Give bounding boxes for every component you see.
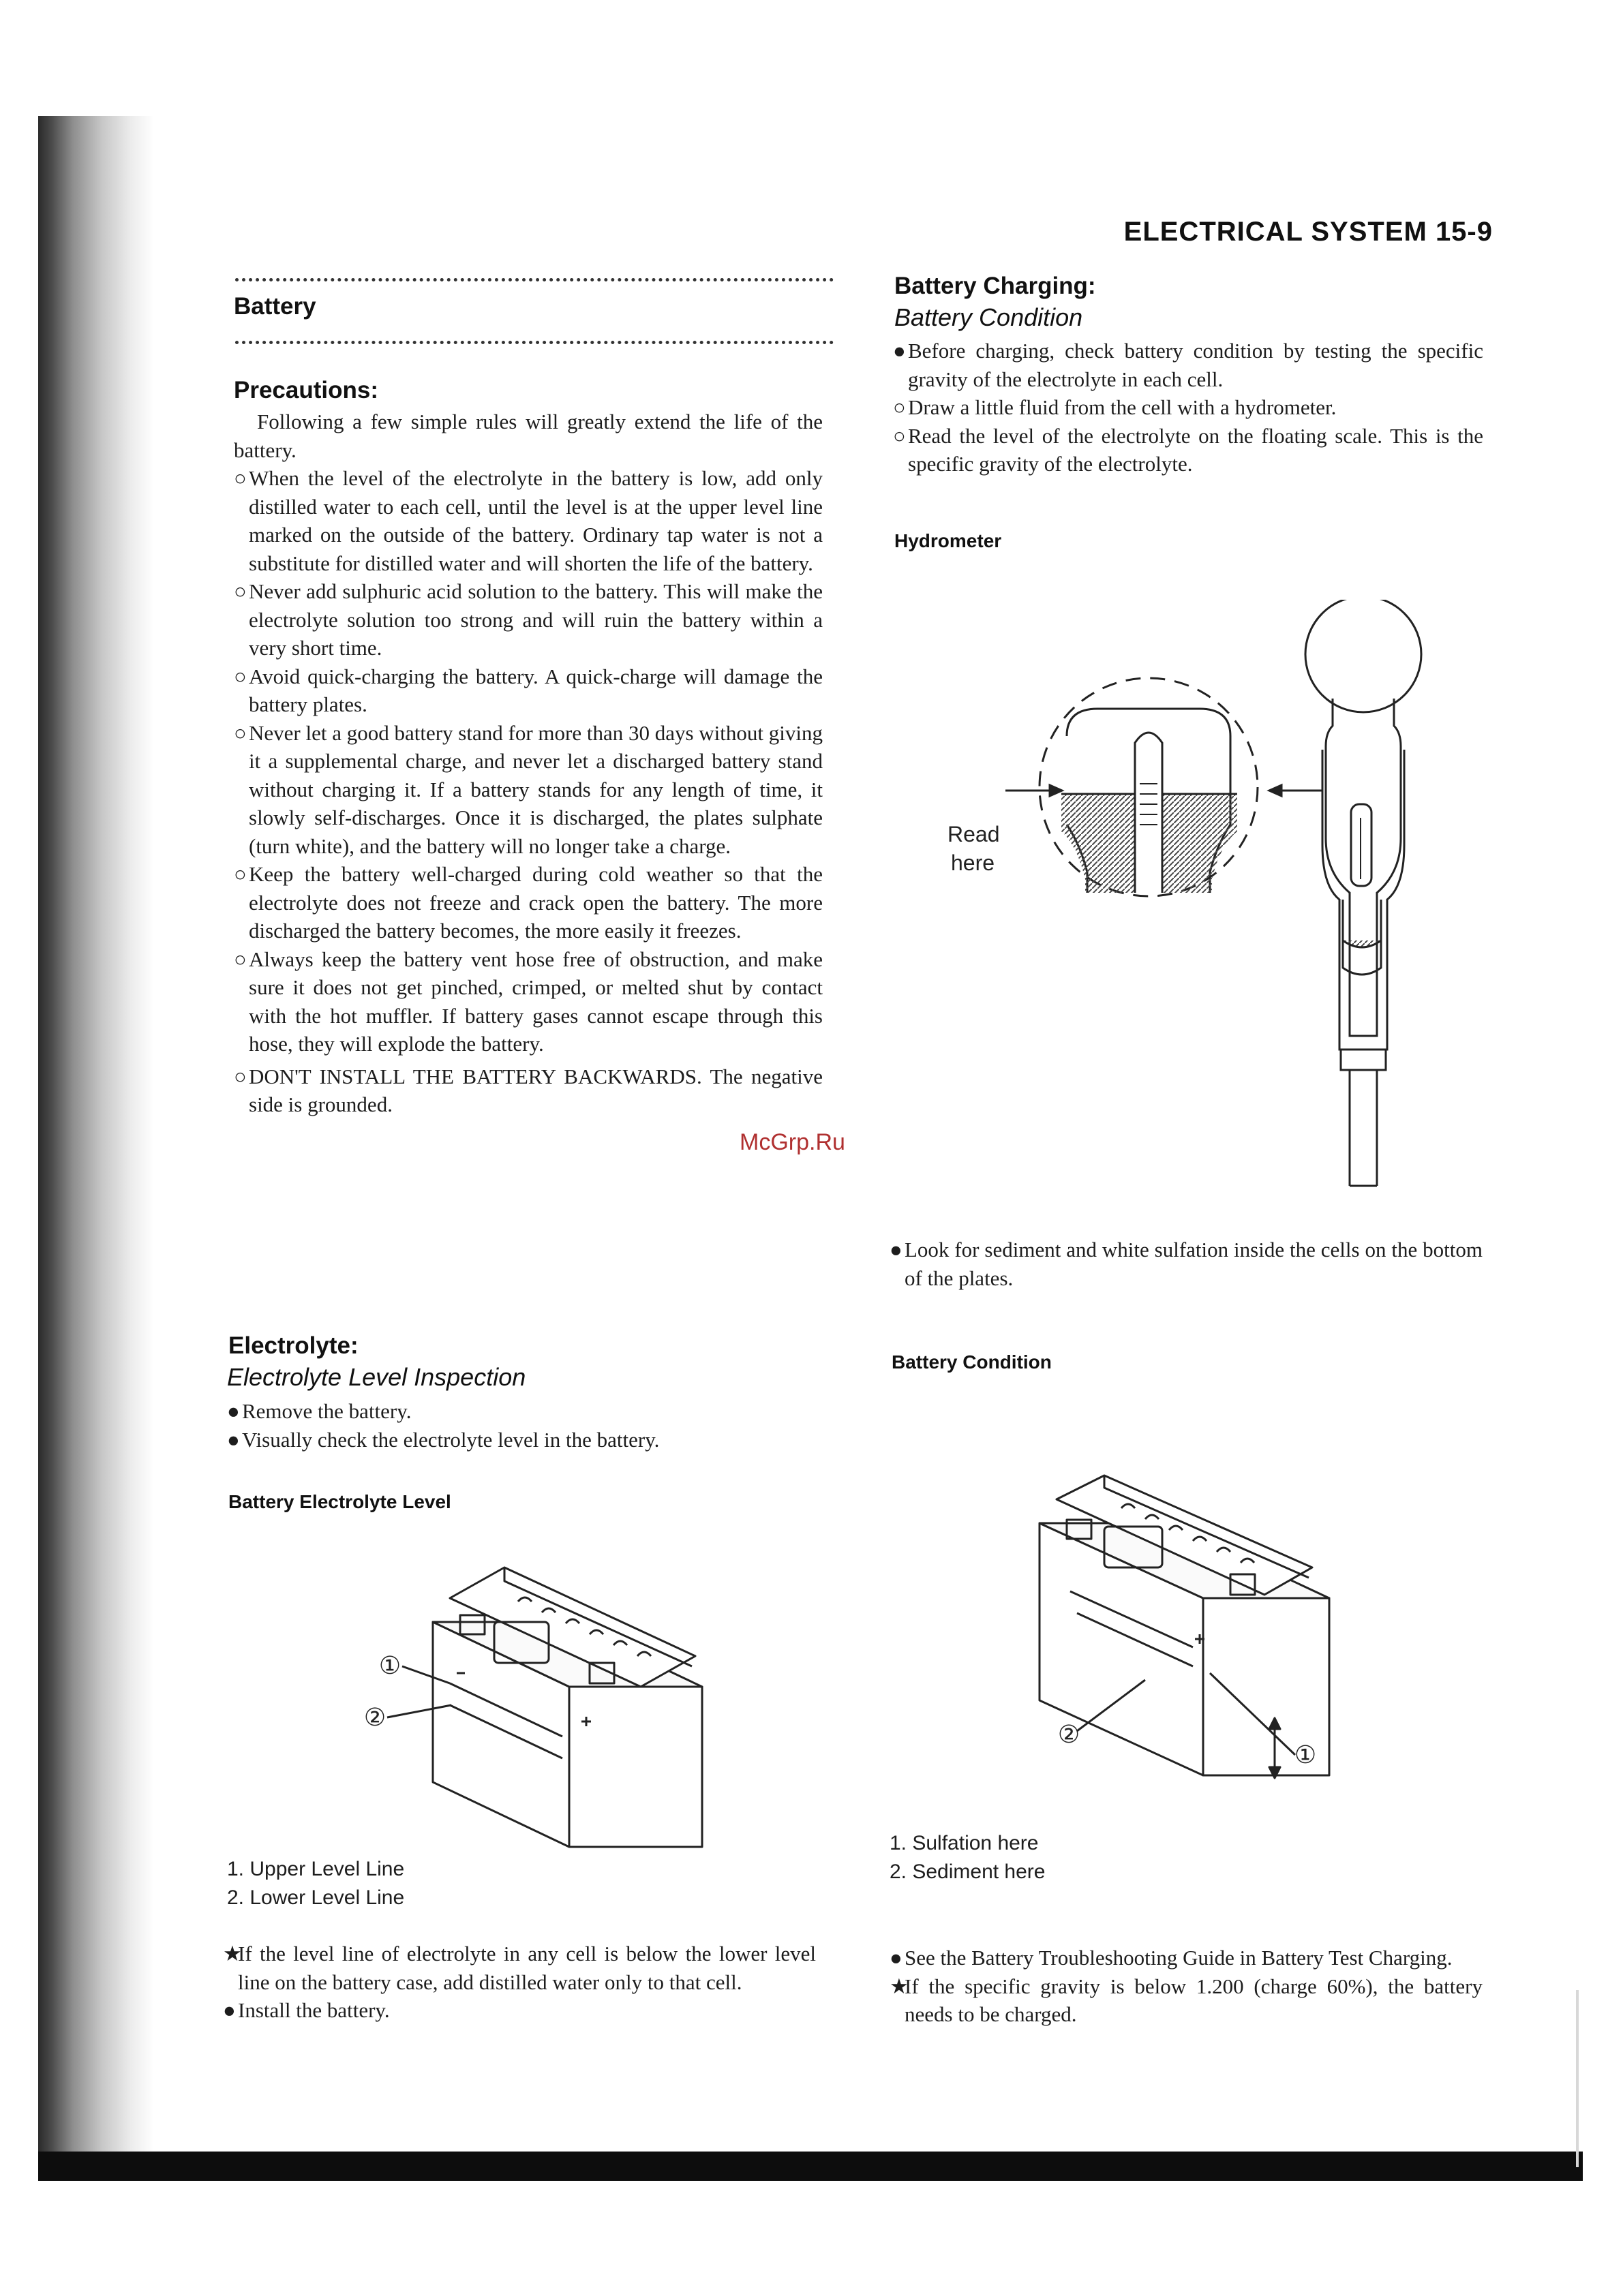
callout-2: ②	[363, 1703, 386, 1731]
step-item: ● Install the battery.	[223, 1996, 816, 2025]
charging-notes	[890, 1944, 1483, 2029]
section-rule-top	[235, 278, 834, 281]
charging-subheading: Battery Condition	[894, 303, 1083, 331]
electrolyte-steps	[227, 1397, 820, 1454]
step-item: ● Remove the battery.	[227, 1397, 820, 1426]
open-bullet: ○	[234, 1064, 247, 1088]
step-item: ● See the Battery Troubleshooting Guide in Battery Test Charging.	[890, 1944, 1483, 1972]
step-marker: ○	[893, 395, 906, 419]
open-bullet: ○	[234, 579, 247, 603]
legend-item: 2. Lower Level Line	[227, 1886, 405, 1909]
precaution-item: ○ Always keep the battery vent hose free of obstruction, and make sure it does not get pinched, crimped, or melted shut by contact with the hot muffler. If battery gases cannot escape through this hose, they will explode the battery.	[234, 945, 823, 1058]
precautions-body	[234, 408, 823, 1119]
section-rule-bottom	[235, 341, 834, 344]
legend-item: 1. Upper Level Line	[227, 1858, 405, 1880]
figure-caption-battery-condition: Battery Condition	[892, 1351, 1052, 1373]
step-marker: ○	[893, 423, 906, 448]
figure-caption-hydrometer: Hydrometer	[894, 530, 1002, 551]
read-here-label-line1: Read	[947, 822, 1000, 846]
page-header: ELECTRICAL SYSTEM 15-9	[1123, 217, 1493, 247]
star-bullet: ★	[890, 1974, 909, 1998]
callout-1: ①	[378, 1651, 401, 1679]
open-bullet: ○	[234, 720, 247, 745]
condition-legend	[890, 1829, 1299, 1886]
section-heading-battery: Battery	[234, 293, 316, 320]
open-bullet: ○	[234, 947, 247, 971]
precaution-item: ○ Never add sulphuric acid solution to the battery. This will make the electrolyte solution too strong and will ruin the battery within a very short time.	[234, 577, 823, 662]
electrolyte-legend	[227, 1855, 636, 1912]
read-here-label-line2: here	[951, 851, 995, 875]
precaution-item: ○ DON'T INSTALL THE BATTERY BACKWARDS. The negative side is grounded.	[234, 1062, 823, 1119]
legend-item: 1. Sulfation here	[890, 1832, 1039, 1854]
note-item: ★ If the specific gravity is below 1.200 (charge 60%), the battery needs to be charged.	[890, 1972, 1483, 2029]
electrolyte-heading: Electrolyte:	[228, 1332, 359, 1359]
bullet: ●	[227, 1427, 240, 1452]
battery-electrolyte-level-figure	[348, 1520, 716, 1895]
bullet: ●	[890, 1238, 902, 1261]
precaution-item: ○ Avoid quick-charging the battery. A quick-charge will damage the battery plates.	[234, 662, 823, 719]
watermark: McGrp.Ru	[740, 1129, 845, 1155]
open-bullet: ○	[234, 466, 247, 490]
scan-bottom-edge	[38, 2152, 1583, 2181]
precaution-item: ○ Keep the battery well-charged during cold weather so that the electrolyte does not freeze and crack open the battery. The more discharged the battery becomes, the more easily it freezes.	[234, 860, 823, 945]
step-item: ● Before charging, check battery condition by testing the specific gravity of the electrolyte in each cell.	[893, 337, 1483, 393]
book-spine-shadow	[38, 116, 154, 2181]
bullet: ●	[890, 1946, 902, 1970]
battery-condition-figure	[1029, 1435, 1356, 1789]
electrolyte-notes	[223, 1940, 816, 2025]
step-item: ○ Draw a little fluid from the cell with a hydrometer.	[893, 393, 1483, 422]
precautions-heading: Precautions:	[234, 377, 378, 403]
step-item: ● Visually check the electrolyte level in the battery.	[227, 1426, 820, 1454]
look-step	[890, 1236, 1483, 1292]
step-item: ○ Read the level of the electrolyte on the floating scale. This is the specific gravity of the electrolyte.	[893, 422, 1483, 478]
hydrometer-figure	[907, 600, 1486, 1193]
callout-2: ②	[1057, 1720, 1080, 1748]
precaution-item: ○ When the level of the electrolyte in the battery is low, add only distilled water to each cell, until the level is at the upper level line marked on the outside of the battery. Ordinary tap water is not a substitute for distilled water and will shorten the life of the battery.	[234, 464, 823, 577]
charging-steps	[893, 337, 1483, 478]
electrolyte-subheading: Electrolyte Level Inspection	[227, 1363, 526, 1391]
legend-item: 2. Sediment here	[890, 1861, 1046, 1883]
charging-heading: Battery Charging:	[894, 273, 1096, 299]
precaution-item: ○ Never let a good battery stand for more than 30 days without giving it a supplemental charge, and never let a discharged battery stand without charging it. If a battery stands for any length of time, it slowly self-discharges. Once it is discharged, the plates sulphate (turn white), and the battery will no longer take a charge.	[234, 719, 823, 861]
step-marker: ●	[893, 339, 906, 363]
hydrometer-bulb	[1305, 600, 1421, 712]
bullet: ●	[223, 1998, 236, 2022]
open-bullet: ○	[234, 862, 247, 886]
figure-caption-electrolyte-level: Battery Electrolyte Level	[228, 1491, 451, 1512]
step-item: ● Look for sediment and white sulfation inside the cells on the bottom of the plates.	[890, 1236, 1483, 1292]
bullet: ●	[227, 1399, 240, 1423]
open-bullet: ○	[234, 664, 247, 688]
precautions-intro: Following a few simple rules will greatly extend the life of the battery.	[234, 410, 823, 462]
page-edge	[1576, 1990, 1579, 2167]
battery-case-side	[569, 1687, 702, 1847]
note-item: ★ If the level line of electrolyte in any cell is below the lower level line on the battery case, add distilled water only to that cell.	[223, 1940, 816, 1996]
callout-1: ①	[1294, 1741, 1317, 1769]
star-bullet: ★	[223, 1942, 242, 1965]
